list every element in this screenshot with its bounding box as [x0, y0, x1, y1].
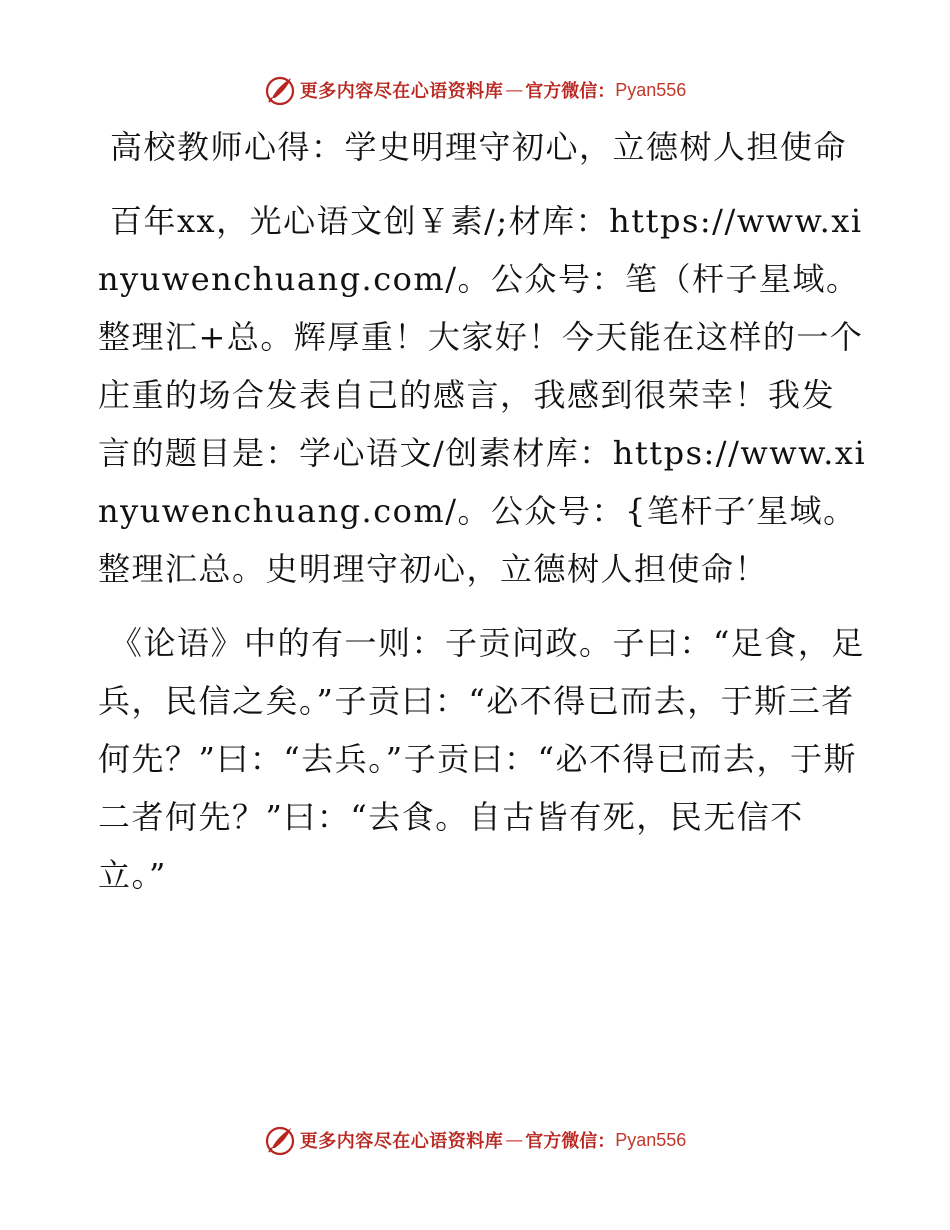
banner-wechat-id: Pyan556	[615, 79, 687, 100]
banner-main-text: 更多内容尽在心语资料库	[299, 81, 504, 102]
paragraph-1: 百年xx，光心语文创￥素/;材库：https://www.xinyuwenchuang.com/。公众号：笔（杆子星域。整理汇+总。辉厚重！大家好！今天能在这样的一个庄重的场合发表自己的感言，我感到很荣幸！我发言的题目是：学心语文/创素材库：https://www.xinyuwenchuang.com/。公众号：{笔杆子′星域。整理汇总。史明理守初心，立德树人担使命！	[98, 202, 867, 588]
banner-main-text: 更多内容尽在心语资料库	[299, 1131, 504, 1152]
banner-wechat-id: Pyan556	[615, 1129, 687, 1150]
header-watermark-banner	[0, 70, 950, 110]
paragraph-2: 《论语》中的有一则：子贡问政。子曰：“足食，足兵，民信之矣。”子贡曰：“必不得已而去，于斯三者何先？”曰：“去兵。”子贡曰：“必不得已而去，于斯二者何先？”曰：“去食。自古皆有死，民无信不立。”	[98, 624, 865, 894]
banner-wechat-label: 官方微信：	[525, 1131, 616, 1152]
document-title: 高校教师心得：学史明理守初心，立德树人担使命	[110, 128, 848, 166]
banner-wechat-label: 官方微信：	[525, 81, 616, 102]
feather-pen-logo-icon	[264, 74, 296, 106]
document-body	[98, 118, 868, 920]
footer-watermark-banner	[0, 1120, 950, 1160]
banner-separator: —	[505, 1129, 524, 1151]
feather-pen-logo-icon	[264, 1124, 296, 1156]
banner-separator: —	[505, 79, 524, 101]
